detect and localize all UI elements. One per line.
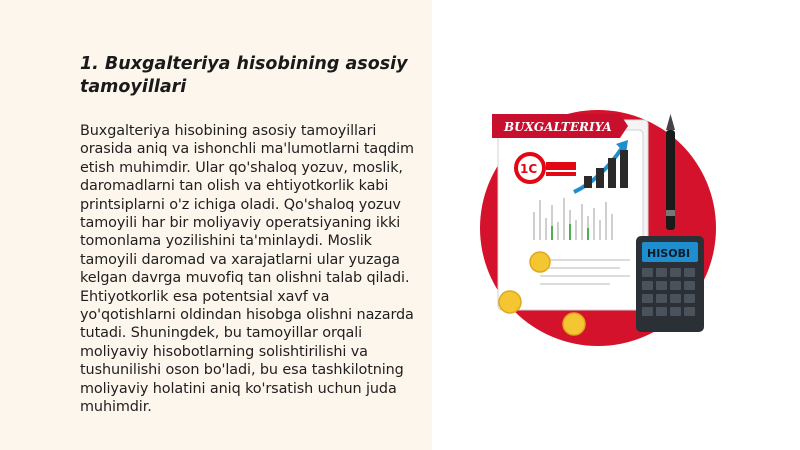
section-heading: 1. Buxgalteriya hisobining asosiy tamoyillari [80, 54, 408, 97]
coin-icon [530, 252, 550, 272]
coin-icon [563, 313, 585, 335]
accounting-illustration [470, 100, 728, 350]
coin-icon [499, 291, 521, 313]
pen-icon [666, 114, 675, 230]
svg-text:HISOBI: HISOBI [647, 247, 691, 260]
banner-text: BUXGALTERIYA [504, 120, 612, 134]
section-body: Buxgalteriya hisobining asosiy tamoyillari orasida aniq va ishonchli ma'lumotlarni taqdim etish muhimdir. Ular qo'shaloq yozuv, moslik, daromadlarni tan olish va ehtiyotkorlik kabi printsiplarni o'z ichiga oladi. Qo'shaloq yozuv tamoyili har bir moliyaviy operatsiyaning ikki tomonlama yozilishini ta'minlaydi. Moslik tamoyili daromad va xarajatlarni ular yuzaga kelgan davrga muvofiq tan olishni talab qiladi. Ehtiyotkorlik esa potentsial xavf va yo'qotishlarni oldindan hisobga olishni nazarda tutadi. Shuningdek, bu tamoyillar orqali moliyaviy hisobotlarning solishtirilishi va tushunilishi oson bo'ladi, bu esa tashkilotning moliyaviy holatini aniq ko'rsatish uchun juda muhimdir. [80, 123, 414, 416]
calculator-icon [636, 236, 704, 332]
svg-text:1C: 1C [520, 162, 538, 176]
